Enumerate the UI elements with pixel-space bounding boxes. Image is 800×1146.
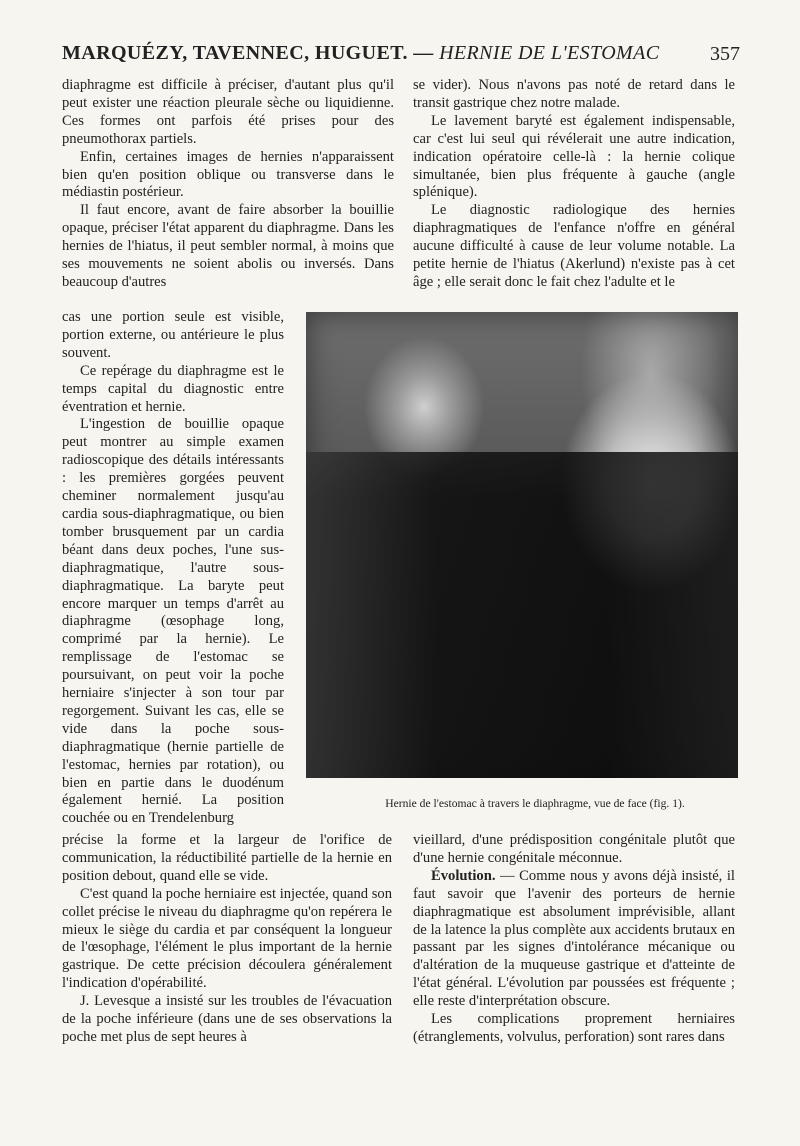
paragraph: Il faut encore, avant de faire absorber la bouillie opaque, préciser l'état apparent du diaphragme. Dans les hernies de l'hiatus, il peut sembler normal, à moins que ses mouvements ne soient abolis ou inversés. Dans beaucoup d'autres <box>62 202 394 290</box>
right-column-top <box>413 77 735 292</box>
radiograph-shadow <box>306 452 738 778</box>
header-title <box>62 42 659 65</box>
header-authors: MARQUÉZY, TAVENNEC, HUGUET. <box>62 42 408 64</box>
evolution-paragraph <box>413 868 735 1011</box>
paragraph: C'est quand la poche herniaire est injectée, quand son collet précise le niveau du diaphragme qu'on repérera le mieux le siège du cardia et par conséquent la longueur de l'œsophage, l'élément le plus important de la hernie gastrique. De cette précision découlera généralement l'indication d'opérabilité. <box>62 885 392 992</box>
left-column-bottom <box>62 832 392 1047</box>
paragraph: Ce repérage du diaphragme est le temps capital du diagnostic entre éventration et hernie. <box>62 362 284 415</box>
paragraph: se vider). Nous n'avons pas noté de retard dans le transit gastrique chez notre malade. <box>413 77 735 111</box>
radiograph-figure <box>306 312 738 778</box>
paragraph: Enfin, certaines images de hernies n'apparaissent bien qu'en position oblique ou transverse dans le médiastin postérieur. <box>62 148 394 201</box>
paragraph: Le diagnostic radiologique des hernies diaphragmatiques de l'enfance n'offre en général aucune difficulté à cause de leur volume notable. La petite hernie de l'hiatus (Akerlund) n'existe pas à cet âge ; elle serait donc le fait chez l'adulte et le <box>413 202 735 290</box>
paragraph: Le lavement baryté est également indispensable, car c'est lui seul qui révélerait une autre indication, indication opératoire celle-là : la hernie colique simultanée, bien plus fréquente à gauche (angle splénique). <box>413 112 735 201</box>
left-column-top <box>62 77 394 292</box>
evolution-text: — Comme nous y avons déjà insisté, il faut savoir que l'avenir des porteurs de hernie diaphragmatique est absolument imprévisible, allant de la latence la plus complète aux accidents brutaux en passant par les signes d'intolérance mécanique ou d'altération de la muqueuse gastrique et d'atteinte de l'état général. L'évolution par poussées est fréquente ; elle reste d'interprétation obscure. <box>413 867 735 1010</box>
header-separator: — <box>407 42 440 64</box>
running-header <box>62 42 740 78</box>
right-column-bottom <box>413 832 735 1047</box>
section-heading-evolution: Évolution. <box>431 867 496 884</box>
paragraph: diaphragme est difficile à préciser, d'autant plus qu'il peut exister une réaction pleurale sèche ou liquidienne. Ces formes ont parfois été prises pour des pneumothorax partiels. <box>62 77 394 147</box>
paragraph: cas une portion seule est visible, portion externe, ou antérieure le plus souvent. <box>62 309 284 361</box>
figure-caption: Hernie de l'estomac à travers le diaphragme, vue de face (fig. 1). <box>385 797 685 810</box>
paragraph: précise la forme et la largeur de l'orifice de communication, la réductibilité partielle de la hernie en position debout, quand elle se vide. <box>62 832 392 884</box>
left-column-narrow <box>62 309 284 828</box>
paragraph: J. Levesque a insisté sur les troubles de l'évacuation de la poche inférieure (dans une de ses observations la poche met plus de sept heures à <box>62 993 392 1045</box>
paragraph: vieillard, d'une prédisposition congénitale plutôt que d'une hernie congénitale méconnue. <box>413 832 735 866</box>
paragraph: Les complications proprement herniaires (étranglements, volvulus, perforation) sont rares dans <box>413 1011 735 1045</box>
paragraph: L'ingestion de bouillie opaque peut montrer au simple examen radioscopique des détails intéressants : les premières gorgées peuvent cheminer normalement jusqu'au cardia sous-diaphragmatique, ou bien tomber brusquement par un cardia béant dans deux poches, l'une sus-diaphragmatique, l'autre sous-diaphragmatique. La baryte peut encore marquer un temps d'arrêt au diaphragme (œsophage long, comprimé par la hernie). Le remplissage de l'estomac se poursuivant, on peut voir la poche herniaire s'injecter à son tour par regorgement. Suivant les cas, elle se vide dans la poche sous-diaphragmatique (hernie partielle de l'estomac, hernies par rotation), ou bien en partie dans le duodénum également hernié. La position couchée ou en Trendelenburg <box>62 416 284 827</box>
page-number: 357 <box>710 43 740 65</box>
header-article-title: HERNIE DE L'ESTOMAC <box>439 42 660 64</box>
